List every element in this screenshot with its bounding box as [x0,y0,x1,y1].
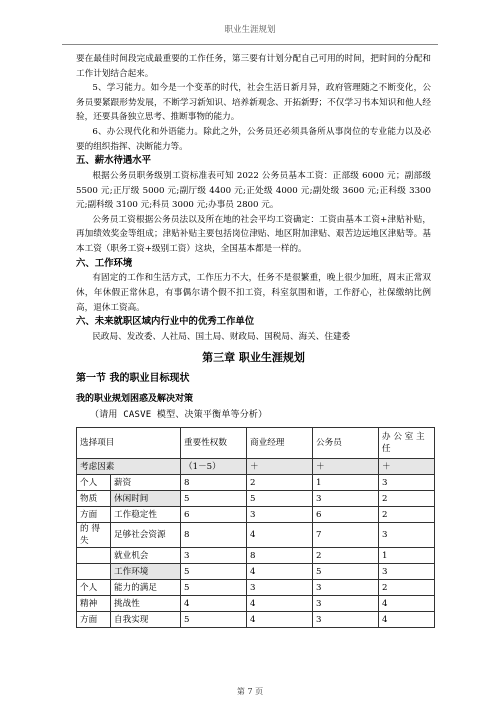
table-score-cell: 4 [247,523,313,548]
table-score-cell: 6 [313,507,379,523]
table-group-cell [77,548,111,564]
table-row [77,548,435,564]
table-score-cell: 3 [379,475,435,491]
table-row [77,564,435,580]
table-score-cell: 3 [247,507,313,523]
table-weight-cell: 5 [181,580,247,596]
page-content [76,52,431,628]
table-row [77,523,435,548]
table-weight-cell: 3 [181,548,247,564]
table-score-cell: 3 [313,612,379,628]
page-footer [0,686,500,697]
header-title: 职业生涯规划 [224,25,276,35]
table-score-cell: 5 [313,564,379,580]
paragraph: 有固定的工作和生活方式，工作压力不大，任务不是很繁重，晚上很少加班，周末正常双休，年休假正常休息，有事偶尔请个假不扣工资，科室氛围和谐，工作舒心，社保缴纳比例高，退休工资高。 [76,273,431,313]
page-header [62,22,438,45]
table-score-cell: 2 [379,507,435,523]
table-score-cell: 1 [379,548,435,564]
paragraph: 根据公务员职务级别工资标准表可知 2022 公务员基本工资：正部级 6000 元；副部级 5500 元;正厅级 5000 元;副厅级 4400 元;正处级 4000 元;副处级 3600 元;正科级 3300 元;副科级 3100 元;科员 3000 元;办事员 2800 元。 [76,170,431,211]
table-weight-cell: 8 [181,523,247,548]
table-score-cell: 2 [247,475,313,491]
section-heading: 六、未来就职区域内行业中的优秀工作单位 [76,316,255,328]
table-score-cell: 2 [313,548,379,564]
table-header-cell: 公务员 [313,428,379,459]
table-score-cell: 4 [379,612,435,628]
table-score-cell: 3 [379,523,435,548]
table-weight-cell: 6 [181,507,247,523]
table-weight-cell: 8 [181,475,247,491]
table-item-cell: 能力的满足 [111,580,181,596]
table-score-cell: 3 [247,580,313,596]
table-group-cell: 方面 [77,507,111,523]
table-weight-cell: 5 [181,564,247,580]
table-cell: ＋ [379,459,435,475]
table-score-cell: 1 [313,475,379,491]
table-score-cell: 5 [247,491,313,507]
table-header-cell: 重要性权数 [181,428,247,459]
table-row [77,580,435,596]
table-factor-row [77,459,435,475]
table-row [77,491,435,507]
table-cell: （1－5） [181,459,247,475]
table-item-cell: 工作环境 [111,564,181,580]
table-weight-cell: 5 [181,612,247,628]
table-score-cell: 2 [379,491,435,507]
section-title: 第一节 我的职业目标现状 [76,373,190,385]
table-group-cell: 个人 [77,580,111,596]
section-heading: 六、工作环境 [76,257,133,269]
table-score-cell: 3 [313,596,379,612]
table-score-cell: 3 [313,580,379,596]
table-group-cell: 个人 [77,475,111,491]
table-score-cell: 4 [379,596,435,612]
table-score-cell: 7 [313,523,379,548]
table-weight-cell: 4 [181,596,247,612]
table-score-cell: 3 [313,491,379,507]
table-group-cell: 方面 [77,612,111,628]
table-row [77,507,435,523]
table-header-cell: 选择项目 [77,428,181,459]
analysis-note: （请用 CASVE 模型、决策平衡单等分析） [90,410,268,421]
paragraph: 民政局、发改委、人社局、国土局、财政局、国税局、海关、住建委 [92,331,351,342]
table-row [77,475,435,491]
table-group-cell: 物质 [77,491,111,507]
table-group-cell [77,564,111,580]
table-group-cell: 的 得 失 [77,523,111,548]
table-body [77,475,435,628]
table-item-cell: 工作稳定性 [111,507,181,523]
table-header-cell: 商业经理 [247,428,313,459]
table-score-cell: 2 [379,580,435,596]
table-item-cell: 挑战性 [111,596,181,612]
page-number: 第 7 页 [236,687,264,696]
table-score-cell: 4 [247,596,313,612]
table-group-cell: 精神 [77,596,111,612]
table-weight-cell: 5 [181,491,247,507]
chapter-title: 第三章 职业生涯规划 [202,351,305,365]
table-header-cell: 办 公 室 主任 [379,428,435,459]
table-item-cell: 足够社会资源 [111,523,181,548]
table-header-row [77,428,435,459]
table-score-cell: 4 [247,564,313,580]
paragraph: 要在最佳时间段完成最重要的工作任务，第三要有计划分配自己可用的时间，把时间的分配和工作计划结合起来。 [76,54,431,79]
table-cell: ＋ [247,459,313,475]
table-item-cell: 就业机会 [111,548,181,564]
paragraph: 5、学习能力。如今是一个变革的时代，社会生活日新月异，政府管理随之不断变化，公务员要紧跟形势发展，不断学习新知识、培养新观念、开拓新野；不仅学习书本知识和他人经验，还要具备独立思考、推断事物的能力。 [76,83,431,123]
paragraph: 6、办公现代化和外语能力。除此之外，公务员还必须具备所从事岗位的专业能力以及必要的组织指挥、决断能力等。 [76,126,431,152]
decision-balance-table [76,427,435,628]
table-item-cell: 休闲时间 [111,491,181,507]
table-cell: ＋ [313,459,379,475]
table-score-cell: 8 [247,548,313,564]
paragraph: 公务员工资根据公务员法以及所在地的社会平均工资确定：工资由基本工资+津贴补贴，再加绩效奖金等组成；津贴补贴主要包括岗位津贴、地区附加津贴、艰苦边远地区津贴等。基本工资（职务工资+级别工资）这块，全国基本都是一样的。 [76,214,431,254]
table-score-cell: 4 [247,612,313,628]
table-score-cell: 3 [379,564,435,580]
table-item-cell: 自我实现 [111,612,181,628]
table-item-cell: 薪资 [111,475,181,491]
table-row [77,596,435,612]
table-cell: 考虑因素 [77,459,181,475]
table-row [77,612,435,628]
subsection-title: 我的职业规划困惑及解决对策 [76,394,194,405]
section-heading: 五、薪水待遇水平 [76,155,152,167]
